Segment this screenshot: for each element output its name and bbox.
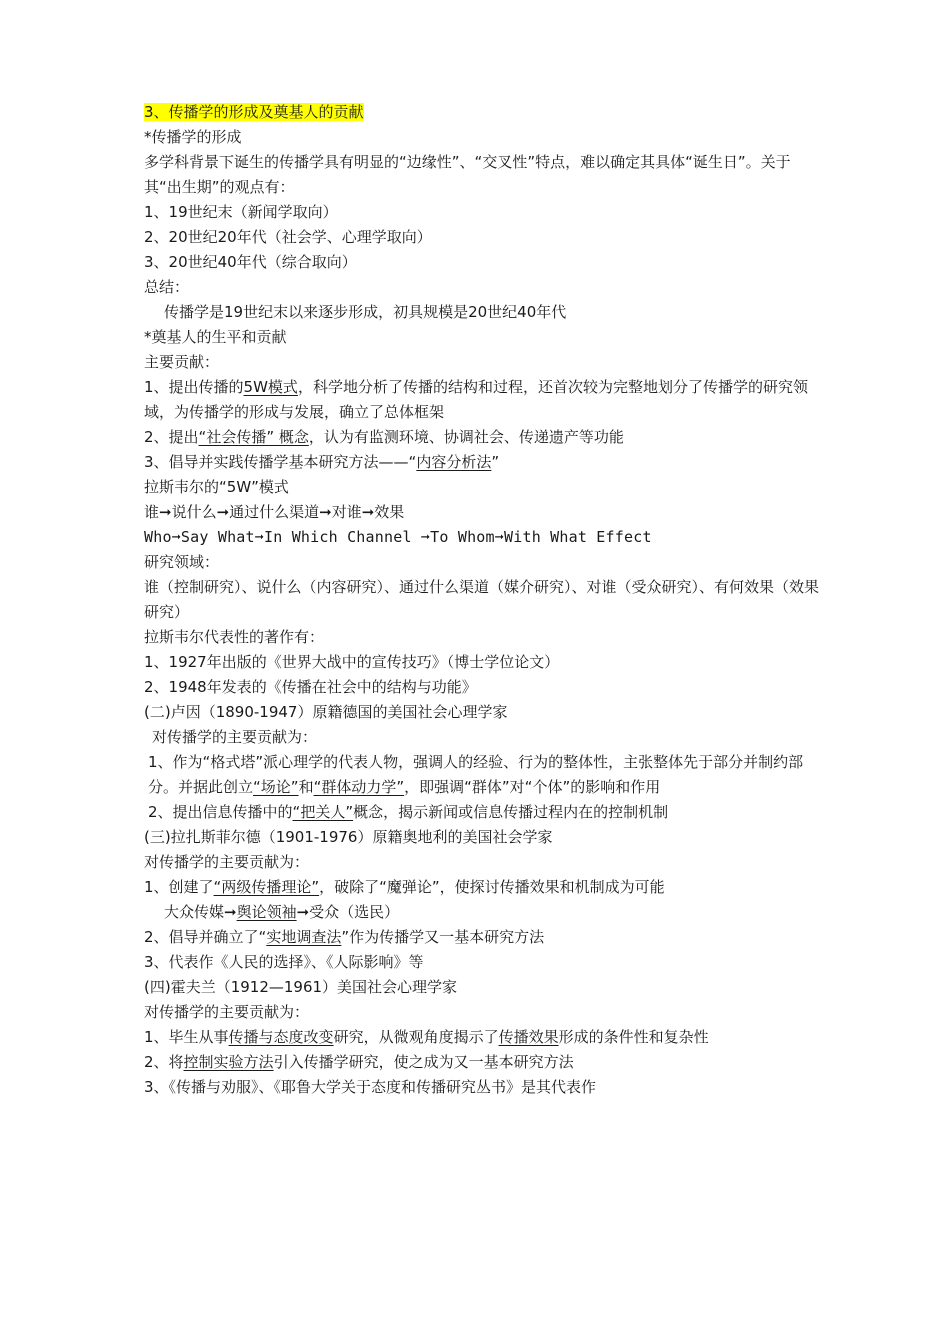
model-english: Who➞Say What➞In Which Channel ➞To Whom➞With What Effect xyxy=(144,528,652,546)
section-heading: 3、传播学的形成及奠基人的贡献 xyxy=(144,103,364,121)
contribution-item: 1、毕生从事传播与态度改变研究，从微观角度揭示了传播效果形成的条件性和复杂性 xyxy=(144,1028,709,1046)
work-item: 1、1927年出版的《世界大战中的宣传技巧》（博士学位论文） xyxy=(144,653,560,671)
intro-paragraph: 多学科背景下诞生的传播学具有明显的“边缘性”、“交叉性”特点，难以确定其具体“诞生日”。关于其“出生期”的观点有： xyxy=(144,153,791,196)
contribution-item: 3、《传播与劝服》、《耶鲁大学关于态度和传播研究丛书》是其代表作 xyxy=(144,1078,597,1096)
list-item: 1、19世纪末（新闻学取向） xyxy=(144,203,338,221)
lewin-title: (二)卢因（1890-1947）原籍德国的美国社会心理学家 xyxy=(144,703,508,721)
contribution-item: 3、代表作《人民的选择》、《人际影响》等 xyxy=(144,953,424,971)
subheading-formation: *传播学的形成 xyxy=(144,128,242,146)
summary-label: 总结： xyxy=(144,278,190,296)
lewin-contrib-label: 对传播学的主要贡献为： xyxy=(152,728,318,746)
contribution-subitem: 大众传媒➞舆论领袖➞受众（选民） xyxy=(164,903,400,921)
research-text: 谁（控制研究）、说什么（内容研究）、通过什么渠道（媒介研究）、对谁（受众研究）、有何效果（效果研究） xyxy=(144,578,820,621)
model-chinese: 谁➞说什么➞通过什么渠道➞对谁➞效果 xyxy=(144,503,405,521)
hovland-contrib-label: 对传播学的主要贡献为： xyxy=(144,1003,310,1021)
main-contrib-label: 主要贡献： xyxy=(144,353,220,371)
contribution-item: 2、将控制实验方法引入传播学研究，使之成为又一基本研究方法 xyxy=(144,1053,574,1071)
subheading-founders: *奠基人的生平和贡献 xyxy=(144,328,287,346)
contribution-item: 2、倡导并确立了“实地调查法”作为传播学又一基本研究方法 xyxy=(144,928,545,946)
lazarsfeld-title: (三)拉扎斯菲尔德（1901-1976）原籍奥地利的美国社会学家 xyxy=(144,828,553,846)
summary-text: 传播学是19世纪末以来逐步形成，初具规模是20世纪40年代 xyxy=(164,303,567,321)
contribution-item: 2、提出“社会传播” 概念，认为有监测环境、协调社会、传递遗产等功能 xyxy=(144,428,624,446)
work-item: 2、1948年发表的《传播在社会中的结构与功能》 xyxy=(144,678,477,696)
lazarsfeld-contrib-label: 对传播学的主要贡献为： xyxy=(144,853,310,871)
contribution-item: 1、创建了“两级传播理论”，破除了“魔弹论”，使探讨传播效果和机制成为可能 xyxy=(144,878,665,896)
hovland-title: (四)霍夫兰（1912—1961）美国社会心理学家 xyxy=(144,978,458,996)
contribution-item: 2、提出信息传播中的“把关人”概念，揭示新闻或信息传播过程内在的控制机制 xyxy=(148,803,669,821)
research-label: 研究领域： xyxy=(144,553,220,571)
contribution-item: 3、倡导并实践传播学基本研究方法——“内容分析法” xyxy=(144,453,500,471)
contribution-item: 1、作为“格式塔”派心理学的代表人物，强调人的经验、行为的整体性，主张整体先于部分并制约部分。并据此创立“场论”和“群体动力学”，即强调“群体”对“个体”的影响和作用 xyxy=(148,753,804,796)
works-label: 拉斯韦尔代表性的著作有： xyxy=(144,628,325,646)
list-item: 3、20世纪40年代（综合取向） xyxy=(144,253,357,271)
list-item: 2、20世纪20年代（社会学、心理学取向） xyxy=(144,228,432,246)
model-title: 拉斯韦尔的“5W”模式 xyxy=(144,478,289,496)
document-page xyxy=(144,100,824,1100)
contribution-item: 1、提出传播的5W模式，科学地分析了传播的结构和过程，还首次较为完整地划分了传播学的研究领域，为传播学的形成与发展，确立了总体框架 xyxy=(144,378,808,421)
